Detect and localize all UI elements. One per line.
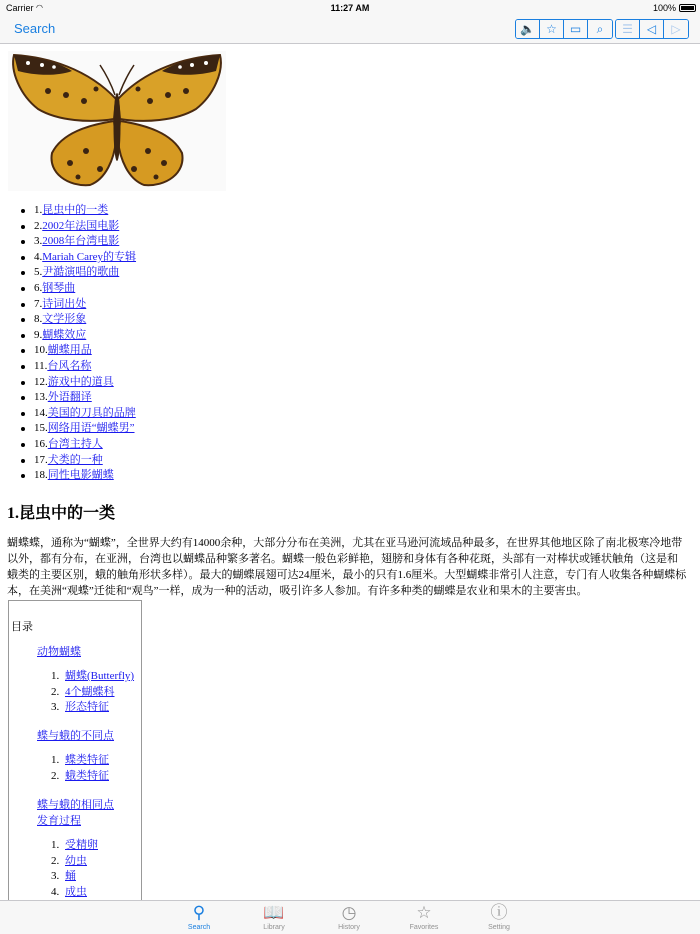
info-icon: ⓘ xyxy=(490,903,508,922)
contents-item xyxy=(51,685,134,701)
section-title: 1.昆虫中的一类 xyxy=(7,505,116,522)
topic-link[interactable]: 蝴蝶用品 xyxy=(47,344,92,357)
topic-list-item xyxy=(20,390,420,406)
book-icon: 📖 xyxy=(263,903,285,922)
contents-box xyxy=(8,600,142,900)
topic-link[interactable]: 犬类的一种 xyxy=(47,453,103,466)
tab-label: History xyxy=(338,924,360,931)
topic-link[interactable]: 钢琴曲 xyxy=(42,281,76,294)
carrier-label: Carrier xyxy=(6,3,34,13)
list-button[interactable] xyxy=(616,20,640,38)
topic-list-item xyxy=(20,468,420,484)
topic-list-item xyxy=(20,312,420,328)
topic-number: 16. xyxy=(34,437,48,450)
contents-item xyxy=(51,669,134,685)
topic-number: 11. xyxy=(34,359,48,372)
contents-item xyxy=(51,700,134,716)
contents-item-link[interactable]: 蛹 xyxy=(65,870,76,882)
topic-list-item xyxy=(20,375,420,391)
contents-item-number: 3. xyxy=(51,701,60,713)
toolbar-group-navigation xyxy=(615,19,689,39)
contents-item xyxy=(51,854,98,870)
topic-list-item xyxy=(20,297,420,313)
topic-list-item xyxy=(20,250,420,266)
contents-item-link[interactable]: 成虫 xyxy=(65,885,87,898)
forward-arrow-button[interactable] xyxy=(664,20,688,38)
topic-link[interactable]: 文学形象 xyxy=(42,313,87,326)
magnifier-icon: ⌕ xyxy=(596,21,604,36)
star-icon: ☆ xyxy=(416,903,432,922)
topic-number: 18. xyxy=(34,469,48,482)
tab-library[interactable] xyxy=(244,903,304,932)
contents-item-number: 4. xyxy=(51,885,60,898)
topic-number: 6. xyxy=(34,281,43,294)
battery-percent: 100% xyxy=(652,3,676,13)
contents-sublist xyxy=(51,838,98,900)
butterfly-image xyxy=(8,51,226,191)
contents-item-number: 1. xyxy=(51,670,60,682)
topic-list-item xyxy=(20,343,420,359)
topic-number: 5. xyxy=(34,266,43,279)
forward-arrow-icon: ▷ xyxy=(671,22,681,36)
tab-label: Library xyxy=(263,924,285,931)
topic-list-item xyxy=(20,265,420,281)
contents-item-link[interactable]: 蛾类特征 xyxy=(65,769,109,782)
contents-item-number: 1. xyxy=(51,839,60,851)
speaker-icon: 🔈 xyxy=(520,22,535,36)
topic-list-item xyxy=(20,234,420,250)
tab-label: Favorites xyxy=(409,924,439,931)
contents-sublist xyxy=(51,669,134,716)
topic-number: 4. xyxy=(34,250,43,263)
back-to-search-button[interactable]: Search xyxy=(14,21,56,36)
list-icon: ☰ xyxy=(622,22,633,36)
topic-number: 1. xyxy=(34,204,43,216)
star-icon: ☆ xyxy=(546,22,557,36)
topic-list xyxy=(20,203,420,484)
contents-item-link[interactable]: 蝴蝶(Butterfly) xyxy=(65,670,135,682)
star-button[interactable] xyxy=(540,20,564,38)
tab-label: Setting xyxy=(488,924,510,931)
topic-link[interactable]: Mariah Carey的专辑 xyxy=(42,250,137,263)
contents-item-number: 3. xyxy=(51,870,60,882)
article-paragraph: 蝴蝶蝶，通称为“蝴蝶”，全世界大约有14000余种，大部分分布在美洲，尤其在亚马逊河流域品种最多，在世界其他地区除了南北极寒冷地带以外，都有分布，在亚洲，台湾也以蝴蝶品种繁多著名。蝴蝶一般色彩鲜艳，翅膀和身体有各种花斑，头部有一对棒状或锤状触角（这是和蛾类的主要区别，蛾的触角形状多样）。最大的蝴蝶展翅可达24厘米，最小的只有1.6厘米。大型蝴蝶非常引人注意，专门有人收集各种蝴蝶标本，在美洲“观蝶”迁徙和“观鸟”一样，成为一种的活动，吸引许多人参加。有许多种类的蝴蝶是农业和果木的主要害虫。 xyxy=(7,537,687,597)
topic-link[interactable]: 2002年法国电影 xyxy=(42,219,120,232)
contents-item xyxy=(51,753,109,769)
topic-link[interactable]: 网络用语“蝴蝶男” xyxy=(47,422,135,435)
topic-number: 8. xyxy=(34,313,43,326)
topic-number: 17. xyxy=(34,453,48,466)
tab-label: Search xyxy=(187,924,211,931)
topic-number: 3. xyxy=(34,235,43,248)
topic-link[interactable]: 诗词出处 xyxy=(42,297,87,310)
topic-number: 9. xyxy=(34,328,43,341)
contents-item-number: 2. xyxy=(51,769,60,782)
contents-item-link[interactable]: 形态特征 xyxy=(65,701,109,713)
nav-bar xyxy=(0,16,700,44)
contents-item-link[interactable]: 幼虫 xyxy=(65,854,87,867)
contents-heading-similarities[interactable]: 蝶与蛾的相同点 xyxy=(37,799,114,811)
contents-item xyxy=(51,885,98,901)
topic-number: 13. xyxy=(34,391,48,404)
toolbar-group-actions xyxy=(515,19,613,39)
contents-item-link[interactable]: 4个蝴蝶科 xyxy=(65,685,115,698)
tab-setting[interactable] xyxy=(469,903,529,932)
topic-list-item xyxy=(20,219,420,235)
contents-heading-differences[interactable]: 蝶与蛾的不同点 xyxy=(37,730,114,742)
topic-link[interactable]: 美国的刀具的品牌 xyxy=(47,406,136,419)
contents-sublist xyxy=(51,753,109,784)
contents-item xyxy=(51,838,98,854)
topic-number: 15. xyxy=(34,422,48,435)
topic-list-item xyxy=(20,437,420,453)
topic-list-item xyxy=(20,421,420,437)
clock: 11:27 AM xyxy=(330,3,370,13)
contents-heading-animal-butterfly[interactable]: 动物蝴蝶 xyxy=(37,646,81,658)
topic-link[interactable]: 尹澔演唱的歌曲 xyxy=(42,266,120,279)
contents-item xyxy=(51,869,98,885)
topic-number: 10. xyxy=(34,344,48,357)
tab-search[interactable] xyxy=(169,903,229,932)
magnifier-icon: ⚲ xyxy=(192,903,206,922)
topic-link[interactable]: 2008年台湾电影 xyxy=(42,235,120,248)
contents-title: 目录 xyxy=(11,621,33,633)
topic-link[interactable]: 台湾主持人 xyxy=(47,437,103,450)
topic-link[interactable]: 外语翻译 xyxy=(47,391,92,404)
status-bar xyxy=(0,0,700,16)
topic-number: 2. xyxy=(34,219,43,232)
article-content[interactable] xyxy=(0,45,700,900)
magnifier-button[interactable] xyxy=(588,20,612,38)
contents-heading-development[interactable]: 发育过程 xyxy=(37,815,81,827)
topic-link[interactable]: 台风名称 xyxy=(47,359,92,372)
wifi-icon: ◠ xyxy=(36,3,43,12)
battery-icon xyxy=(679,4,696,12)
topic-list-item xyxy=(20,281,420,297)
contents-item-link[interactable]: 受精卵 xyxy=(65,839,98,851)
contents-item xyxy=(51,769,109,785)
topic-number: 12. xyxy=(34,375,48,388)
screen-button[interactable] xyxy=(564,20,588,38)
topic-list-item xyxy=(20,328,420,344)
topic-link[interactable]: 同性电影蝴蝶 xyxy=(47,469,114,482)
back-arrow-icon: ◁ xyxy=(646,22,657,36)
back-arrow-button[interactable] xyxy=(640,20,664,38)
contents-item-number: 1. xyxy=(51,754,60,766)
tab-favorites[interactable] xyxy=(394,903,454,932)
contents-item-number: 2. xyxy=(51,854,60,867)
tab-bar xyxy=(0,900,700,934)
contents-item-link[interactable]: 蝶类特征 xyxy=(65,754,109,766)
topic-list-item xyxy=(20,203,420,219)
speaker-button[interactable] xyxy=(516,20,540,38)
topic-link[interactable]: 游戏中的道具 xyxy=(47,375,114,388)
topic-number: 14. xyxy=(34,406,48,419)
topic-list-item xyxy=(20,453,420,469)
contents-item-number: 2. xyxy=(51,685,60,698)
topic-link[interactable]: 蝴蝶效应 xyxy=(42,328,87,341)
topic-list-item xyxy=(20,359,420,375)
topic-number: 7. xyxy=(34,297,43,310)
tab-history[interactable] xyxy=(319,903,379,932)
topic-list-item xyxy=(20,406,420,422)
topic-link[interactable]: 昆虫中的一类 xyxy=(42,204,109,216)
clock-icon: ◷ xyxy=(341,903,357,922)
screen-icon: ▭ xyxy=(569,22,582,36)
